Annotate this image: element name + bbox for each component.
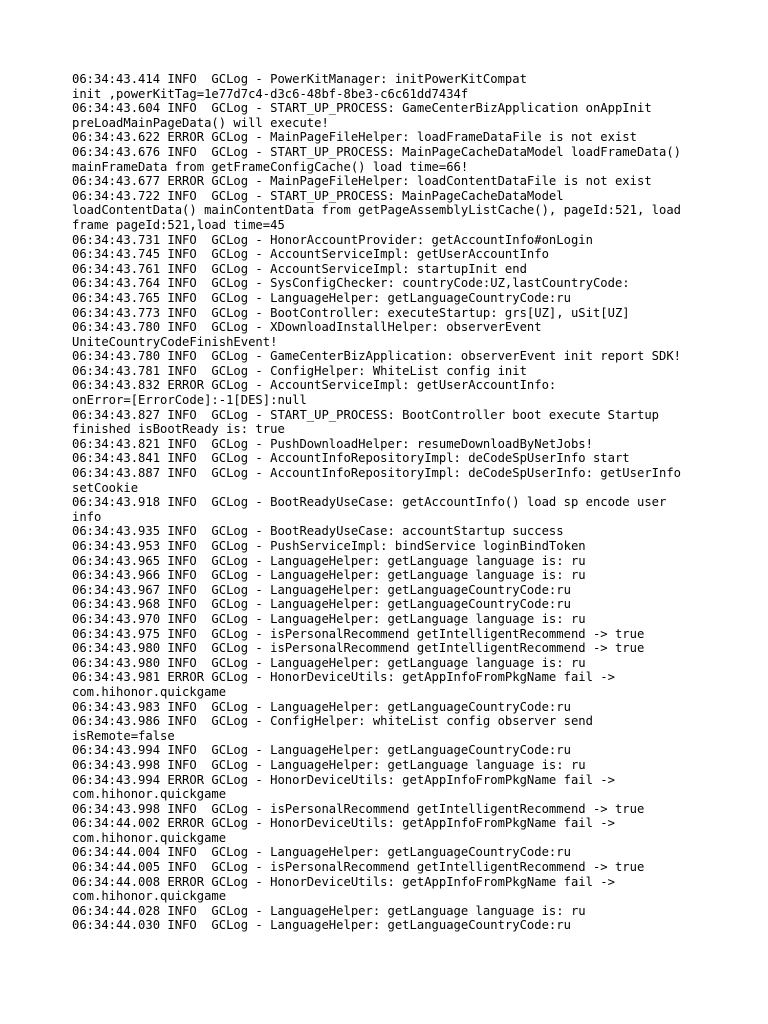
log-line: 06:34:43.965 INFO GCLog - LanguageHelper: getLanguage language is: ru <box>72 553 586 568</box>
log-line: 06:34:43.745 INFO GCLog - AccountServiceImpl: getUserAccountInfo <box>72 247 549 262</box>
log-line: 06:34:44.028 INFO GCLog - LanguageHelper: getLanguage language is: ru <box>72 903 586 918</box>
log-line: 06:34:43.765 INFO GCLog - LanguageHelper: getLanguageCountryCode:ru <box>72 290 571 305</box>
log-line: 06:34:44.008 ERROR GCLog - HonorDeviceUtils: getAppInfoFromPkgName fail -> com.hihonor.quickgame <box>72 874 615 904</box>
log-line: 06:34:43.604 INFO GCLog - START_UP_PROCESS: GameCenterBizApplication onAppInit preLoadMainPageData() will execute! <box>72 101 652 130</box>
log-line: 06:34:44.005 INFO GCLog - isPersonalRecommend getIntelligentRecommend -> true <box>72 860 645 875</box>
log-line: 06:34:43.676 INFO GCLog - START_UP_PROCESS: MainPageCacheDataModel loadFrameData() mainFrameData from getFrameConfigCache() load time=66! <box>72 144 682 174</box>
log-line: 06:34:43.966 INFO GCLog - LanguageHelper: getLanguage language is: ru <box>72 568 586 583</box>
log-document <box>72 72 712 933</box>
log-line: 06:34:44.002 ERROR GCLog - HonorDeviceUtils: getAppInfoFromPkgName fail -> com.hihonor.quickgame <box>72 816 615 845</box>
log-line: 06:34:43.832 ERROR GCLog - AccountServiceImpl: getUserAccountInfo: onError=[ErrorCode]:-1[DES]:null <box>72 378 557 408</box>
log-line: 06:34:43.986 INFO GCLog - ConfigHelper: whiteList config observer send isRemote=false <box>72 714 593 743</box>
log-line: 06:34:43.414 INFO GCLog - PowerKitManager: initPowerKitCompat init ,powerKitTag=1e77d7c4-d3c6-48bf-8be3-c6c61dd7434f <box>72 72 527 101</box>
log-line: 06:34:43.827 INFO GCLog - START_UP_PROCESS: BootController boot execute Startup finished isBootReady is: true <box>72 407 659 437</box>
log-line: 06:34:43.968 INFO GCLog - LanguageHelper: getLanguageCountryCode:ru <box>72 597 571 612</box>
log-line: 06:34:43.998 INFO GCLog - LanguageHelper: getLanguage language is: ru <box>72 757 586 772</box>
log-line: 06:34:43.967 INFO GCLog - LanguageHelper: getLanguageCountryCode:ru <box>72 582 571 597</box>
log-line: 06:34:43.980 INFO GCLog - isPersonalRecommend getIntelligentRecommend -> true <box>72 641 645 656</box>
log-line: 06:34:43.722 INFO GCLog - START_UP_PROCESS: MainPageCacheDataModel loadContentData() mainContentData from getPageAssemblyListCache(), pageId:521, load frame pageId:521,load time=45 <box>72 188 682 232</box>
log-line: 06:34:43.981 ERROR GCLog - HonorDeviceUtils: getAppInfoFromPkgName fail -> com.hihonor.quickgame <box>72 670 615 699</box>
log-line: 06:34:43.764 INFO GCLog - SysConfigChecker: countryCode:UZ,lastCountryCode: <box>72 276 630 291</box>
log-line: 06:34:43.841 INFO GCLog - AccountInfoRepositoryImpl: deCodeSpUserInfo start <box>72 451 630 466</box>
log-line: 06:34:43.773 INFO GCLog - BootController: executeStartup: grs[UZ], uSit[UZ] <box>72 305 630 320</box>
log-line: 06:34:43.821 INFO GCLog - PushDownloadHelper: resumeDownloadByNetJobs! <box>72 436 593 451</box>
log-line: 06:34:43.780 INFO GCLog - GameCenterBizApplication: observerEvent init report SDK! <box>72 349 682 364</box>
log-line: 06:34:43.731 INFO GCLog - HonorAccountProvider: getAccountInfo#onLogin <box>72 232 593 247</box>
log-line: 06:34:43.935 INFO GCLog - BootReadyUseCase: accountStartup success <box>72 524 564 539</box>
log-line: 06:34:44.030 INFO GCLog - LanguageHelper: getLanguageCountryCode:ru <box>72 918 571 933</box>
log-line: 06:34:43.780 INFO GCLog - XDownloadInstallHelper: observerEvent UniteCountryCodeFinishEvent! <box>72 320 542 349</box>
log-line: 06:34:43.980 INFO GCLog - LanguageHelper: getLanguage language is: ru <box>72 655 586 670</box>
log-line: 06:34:43.918 INFO GCLog - BootReadyUseCase: getAccountInfo() load sp encode user info <box>72 495 667 524</box>
log-line: 06:34:43.887 INFO GCLog - AccountInfoRepositoryImpl: deCodeSpUserInfo: getUserInfo setCookie <box>72 466 682 495</box>
log-line: 06:34:43.677 ERROR GCLog - MainPageFileHelper: loadContentDataFile is not exist <box>72 174 652 189</box>
log-line: 06:34:43.622 ERROR GCLog - MainPageFileHelper: loadFrameDataFile is not exist <box>72 130 637 145</box>
log-line: 06:34:43.761 INFO GCLog - AccountServiceImpl: startupInit end <box>72 261 527 276</box>
log-line: 06:34:43.998 INFO GCLog - isPersonalRecommend getIntelligentRecommend -> true <box>72 801 645 816</box>
log-line: 06:34:43.781 INFO GCLog - ConfigHelper: WhiteList config init <box>72 363 527 378</box>
log-line: 06:34:43.975 INFO GCLog - isPersonalRecommend getIntelligentRecommend -> true <box>72 626 645 641</box>
log-line: 06:34:43.994 INFO GCLog - LanguageHelper: getLanguageCountryCode:ru <box>72 743 571 758</box>
log-line: 06:34:43.953 INFO GCLog - PushServiceImpl: bindService loginBindToken <box>72 539 586 553</box>
log-line: 06:34:43.994 ERROR GCLog - HonorDeviceUtils: getAppInfoFromPkgName fail -> com.hihonor.quickgame <box>72 772 615 802</box>
log-line: 06:34:43.970 INFO GCLog - LanguageHelper: getLanguage language is: ru <box>72 611 586 626</box>
log-line: 06:34:44.004 INFO GCLog - LanguageHelper: getLanguageCountryCode:ru <box>72 845 571 860</box>
log-line: 06:34:43.983 INFO GCLog - LanguageHelper: getLanguageCountryCode:ru <box>72 699 571 714</box>
